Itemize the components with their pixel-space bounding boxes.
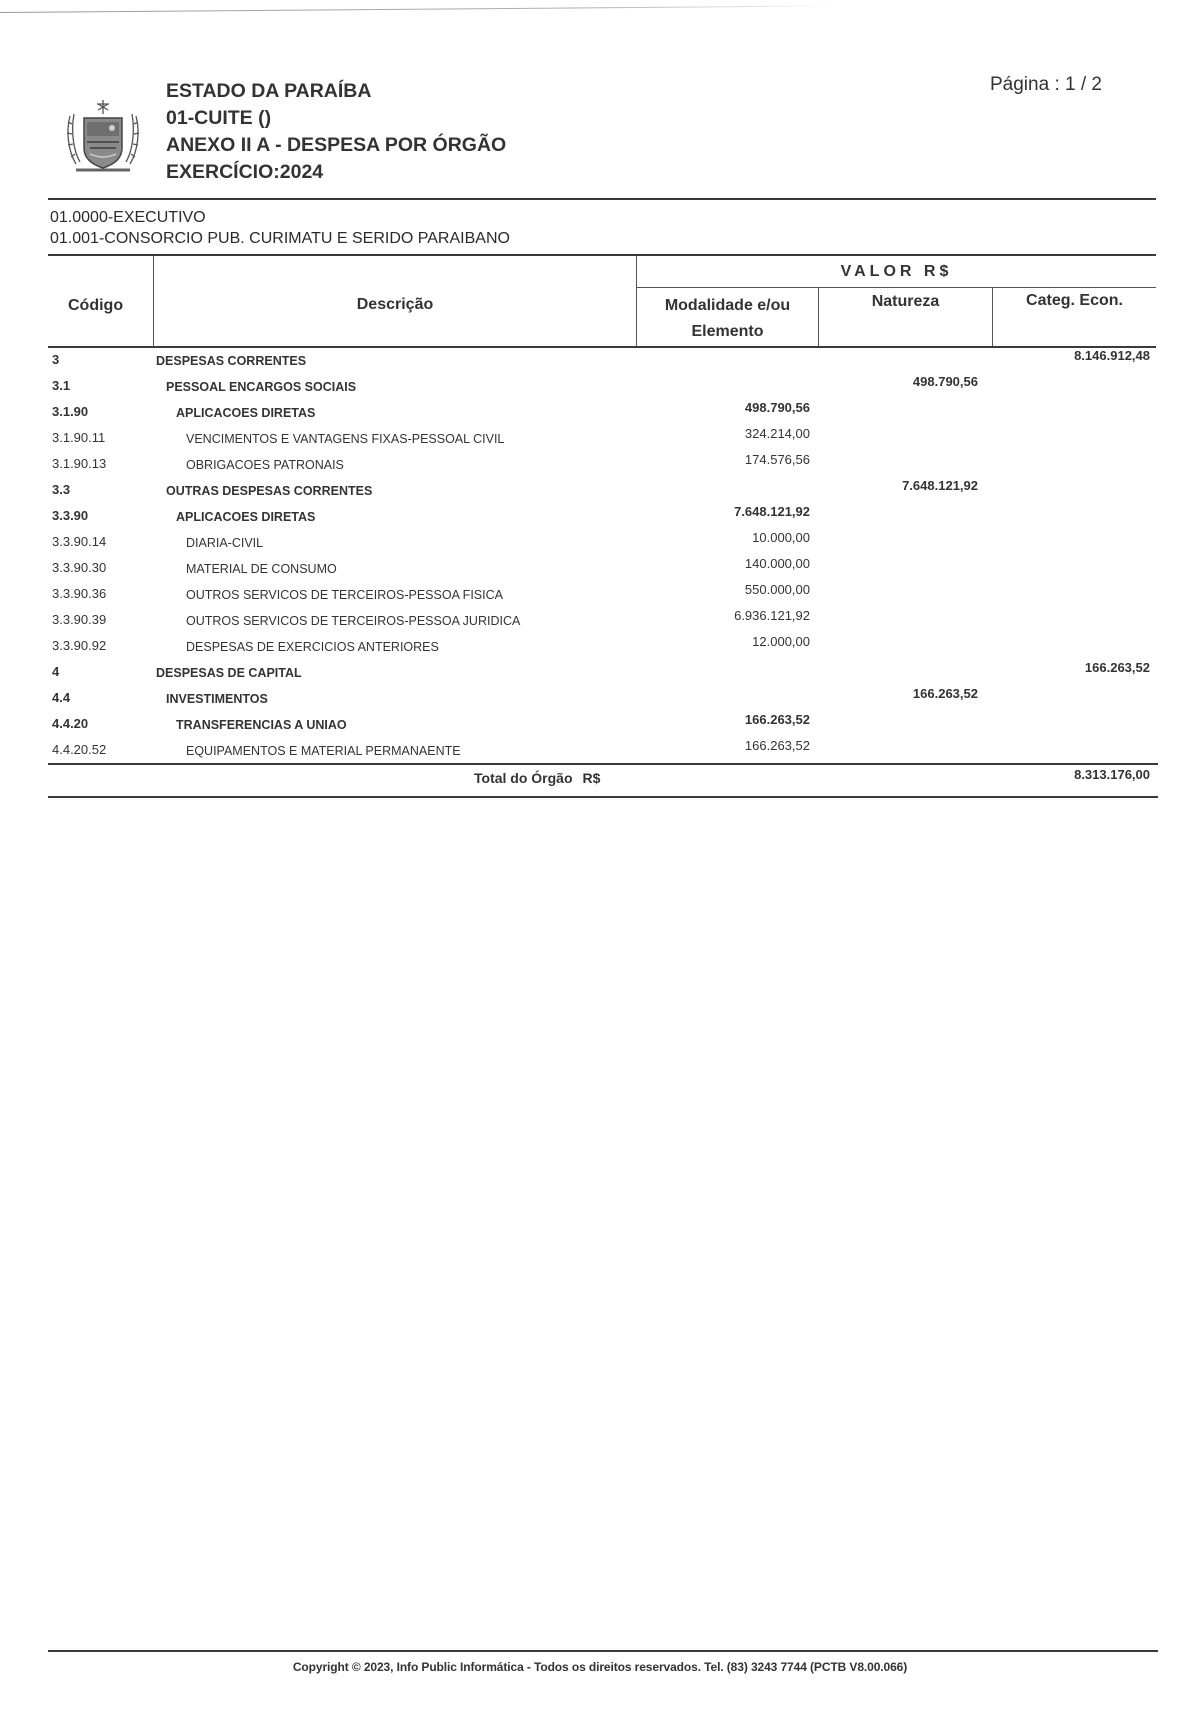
table-top-rule bbox=[48, 254, 1156, 256]
scan-edge-line bbox=[0, 5, 840, 13]
row-description: TRANSFERENCIAS A UNIAO bbox=[176, 718, 347, 732]
table-row bbox=[0, 712, 1200, 740]
table-row bbox=[0, 452, 1200, 480]
row-description: DIARIA-CIVIL bbox=[186, 536, 264, 550]
row-description: OUTRAS DESPESAS CORRENTES bbox=[166, 484, 373, 498]
organization-unit: 01.001-CONSORCIO PUB. CURIMATU E SERIDO PARAIBANO bbox=[50, 230, 510, 247]
table-row bbox=[0, 478, 1200, 506]
table-row bbox=[0, 582, 1200, 610]
table-row bbox=[0, 374, 1200, 402]
row-description: OUTROS SERVICOS DE TERCEIROS-PESSOA FISICA bbox=[186, 588, 503, 602]
organization-power: 01.0000-EXECUTIVO bbox=[50, 209, 206, 226]
column-header-element-line2: Elemento bbox=[691, 323, 764, 340]
column-header-element bbox=[637, 293, 818, 345]
total-label-text: Total do Órgão bbox=[474, 770, 573, 786]
page-number: Página : 1 / 2 bbox=[990, 74, 1102, 95]
footer-rule bbox=[48, 1650, 1158, 1652]
column-header-nature: Natureza bbox=[871, 293, 940, 310]
column-header-description: Descrição bbox=[356, 296, 434, 313]
row-code: 4.4.20 bbox=[52, 716, 89, 731]
row-code: 3.3.90.36 bbox=[52, 586, 107, 601]
table-row bbox=[0, 504, 1200, 532]
coat-of-arms-icon bbox=[62, 96, 144, 178]
row-description: DESPESAS CORRENTES bbox=[156, 354, 307, 368]
exercise-title: EXERCÍCIO:2024 bbox=[166, 161, 324, 183]
header-divider bbox=[48, 198, 1156, 200]
column-group-valor: VALOR R$ bbox=[840, 263, 953, 280]
row-code: 3.1.90 bbox=[52, 404, 89, 419]
row-element-value: 7.648.121,92 bbox=[734, 504, 810, 519]
entity-title: 01-CUITE () bbox=[166, 107, 272, 129]
row-code: 3.1.90.11 bbox=[52, 430, 106, 445]
total-top-rule bbox=[48, 763, 1158, 765]
column-header-category: Categ. Econ. bbox=[1026, 292, 1123, 309]
row-description: OBRIGACOES PATRONAIS bbox=[186, 458, 344, 472]
column-header-code: Código bbox=[68, 297, 124, 314]
table-row bbox=[0, 348, 1200, 376]
footer-copyright: Copyright © 2023, Info Public Informática - Todos os direitos reservados. Tel. (83) 3243 7744 (PCTB V8.00.066) bbox=[292, 1660, 908, 1674]
row-element-value: 550.000,00 bbox=[744, 582, 810, 597]
annex-title: ANEXO II A - DESPESA POR ÓRGÃO bbox=[166, 134, 507, 156]
row-code: 4 bbox=[52, 664, 60, 679]
row-description: PESSOAL ENCARGOS SOCIAIS bbox=[166, 380, 357, 394]
row-element-value: 324.214,00 bbox=[744, 426, 810, 441]
total-label bbox=[474, 770, 600, 786]
valor-subheader-rule bbox=[637, 287, 1156, 288]
row-element-value: 166.263,52 bbox=[744, 738, 810, 753]
total-value: 8.313.176,00 bbox=[1074, 767, 1150, 782]
row-code: 4.4 bbox=[52, 690, 71, 705]
row-code: 3.3 bbox=[52, 482, 71, 497]
row-code: 3.3.90.30 bbox=[52, 560, 107, 575]
state-title: ESTADO DA PARAÍBA bbox=[166, 80, 372, 102]
row-code: 3 bbox=[52, 352, 60, 367]
row-nature-value: 498.790,56 bbox=[912, 374, 978, 389]
row-nature-value: 166.263,52 bbox=[912, 686, 978, 701]
row-code: 3.1.90.13 bbox=[52, 456, 107, 471]
table-row bbox=[0, 426, 1200, 454]
row-description: VENCIMENTOS E VANTAGENS FIXAS-PESSOAL CIVIL bbox=[186, 432, 505, 446]
row-element-value: 12.000,00 bbox=[752, 634, 810, 649]
row-description: INVESTIMENTOS bbox=[166, 692, 268, 706]
row-description: APLICACOES DIRETAS bbox=[176, 406, 316, 420]
row-description: DESPESAS DE EXERCICIOS ANTERIORES bbox=[186, 640, 439, 654]
row-category-value: 8.146.912,48 bbox=[1074, 348, 1150, 363]
row-category-value: 166.263,52 bbox=[1084, 660, 1150, 675]
row-element-value: 166.263,52 bbox=[744, 712, 810, 727]
row-code: 3.3.90 bbox=[52, 508, 89, 523]
row-element-value: 174.576,56 bbox=[744, 452, 810, 467]
row-description: EQUIPAMENTOS E MATERIAL PERMANAENTE bbox=[186, 744, 461, 758]
table-row bbox=[0, 400, 1200, 428]
row-element-value: 140.000,00 bbox=[744, 556, 810, 571]
table-row bbox=[0, 686, 1200, 714]
table-row bbox=[0, 660, 1200, 688]
total-bottom-rule bbox=[48, 796, 1158, 798]
row-element-value: 6.936.121,92 bbox=[734, 608, 810, 623]
row-code: 3.3.90.14 bbox=[52, 534, 107, 549]
report-header bbox=[166, 78, 506, 186]
row-code: 3.1 bbox=[52, 378, 71, 393]
row-element-value: 498.790,56 bbox=[744, 400, 810, 415]
row-nature-value: 7.648.121,92 bbox=[902, 478, 978, 493]
row-code: 3.3.90.39 bbox=[52, 612, 107, 627]
row-description: DESPESAS DE CAPITAL bbox=[156, 666, 302, 680]
row-code: 3.3.90.92 bbox=[52, 638, 107, 653]
table-row bbox=[0, 634, 1200, 662]
table-row bbox=[0, 608, 1200, 636]
row-description: APLICACOES DIRETAS bbox=[176, 510, 316, 524]
total-currency: R$ bbox=[582, 770, 601, 786]
table-row bbox=[0, 530, 1200, 558]
row-code: 4.4.20.52 bbox=[52, 742, 107, 757]
row-description: MATERIAL DE CONSUMO bbox=[186, 562, 337, 576]
column-header-element-line1: Modalidade e/ou bbox=[664, 297, 791, 314]
table-row bbox=[0, 556, 1200, 584]
row-element-value: 10.000,00 bbox=[752, 530, 810, 545]
row-description: OUTROS SERVICOS DE TERCEIROS-PESSOA JURIDICA bbox=[186, 614, 521, 628]
